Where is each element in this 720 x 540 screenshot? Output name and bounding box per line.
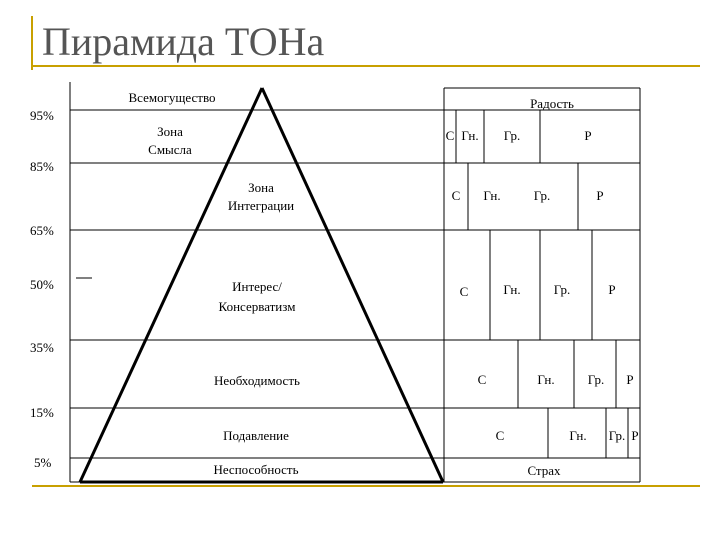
grid-cell: Гн. <box>537 372 555 387</box>
zone-label-necessity: Необходимость <box>214 373 300 388</box>
percent-label: 95% <box>30 108 54 123</box>
grid-cell: С <box>477 372 487 387</box>
grid-cell: Р <box>631 428 639 443</box>
grid-cell: Гн. <box>483 188 501 203</box>
percent-scale <box>30 108 54 470</box>
zone-label-integration: Интеграции <box>227 198 295 213</box>
percent-label: 85% <box>30 159 54 174</box>
grid-cell: С <box>445 128 455 143</box>
percent-label: 35% <box>30 340 54 355</box>
grid-cell: Гр. <box>608 428 626 443</box>
grid-cell: С <box>451 188 461 203</box>
grid-cell: Гр. <box>587 372 605 387</box>
percent-label: 15% <box>30 405 54 420</box>
grid-cell: Гн. <box>569 428 587 443</box>
grid-cell: Гр. <box>503 128 521 143</box>
grid-cell: Гр. <box>533 188 551 203</box>
zone-label-omnipotence: Всемогущество <box>128 90 216 105</box>
zone-label-integration: Зона <box>248 180 274 195</box>
zone-label-interest: Интерес/ <box>232 279 282 294</box>
grid-cell: Р <box>626 372 634 387</box>
grid-cell: Гр. <box>553 282 571 297</box>
grid-cell: Р <box>608 282 616 297</box>
slide-title: Пирамида ТОНа <box>42 19 325 64</box>
percent-label: 65% <box>30 223 54 238</box>
percent-label: 50% <box>30 277 54 292</box>
zone-label-meaning: Смысла <box>148 142 192 157</box>
grid-cell: Гн. <box>461 128 479 143</box>
zone-label-inability: Неспособность <box>213 462 299 477</box>
grid-cell: С <box>495 428 505 443</box>
zone-label-interest: Консерватизм <box>218 299 296 314</box>
grid-cell: Р <box>596 188 604 203</box>
grid-cell: С <box>459 284 469 299</box>
title-underline-rule <box>32 16 700 70</box>
grid-cell: Гн. <box>503 282 521 297</box>
pyramid-zone-labels <box>128 90 300 477</box>
zone-label-suppression: Подавление <box>223 428 289 443</box>
emotion-grid-labels <box>446 96 639 478</box>
zone-label-meaning: Зона <box>157 124 183 139</box>
grid-top-label: Радость <box>530 96 574 111</box>
percent-label: 5% <box>34 455 52 470</box>
grid-cell: Р <box>584 128 592 143</box>
grid-bottom-label: Страх <box>527 463 561 478</box>
